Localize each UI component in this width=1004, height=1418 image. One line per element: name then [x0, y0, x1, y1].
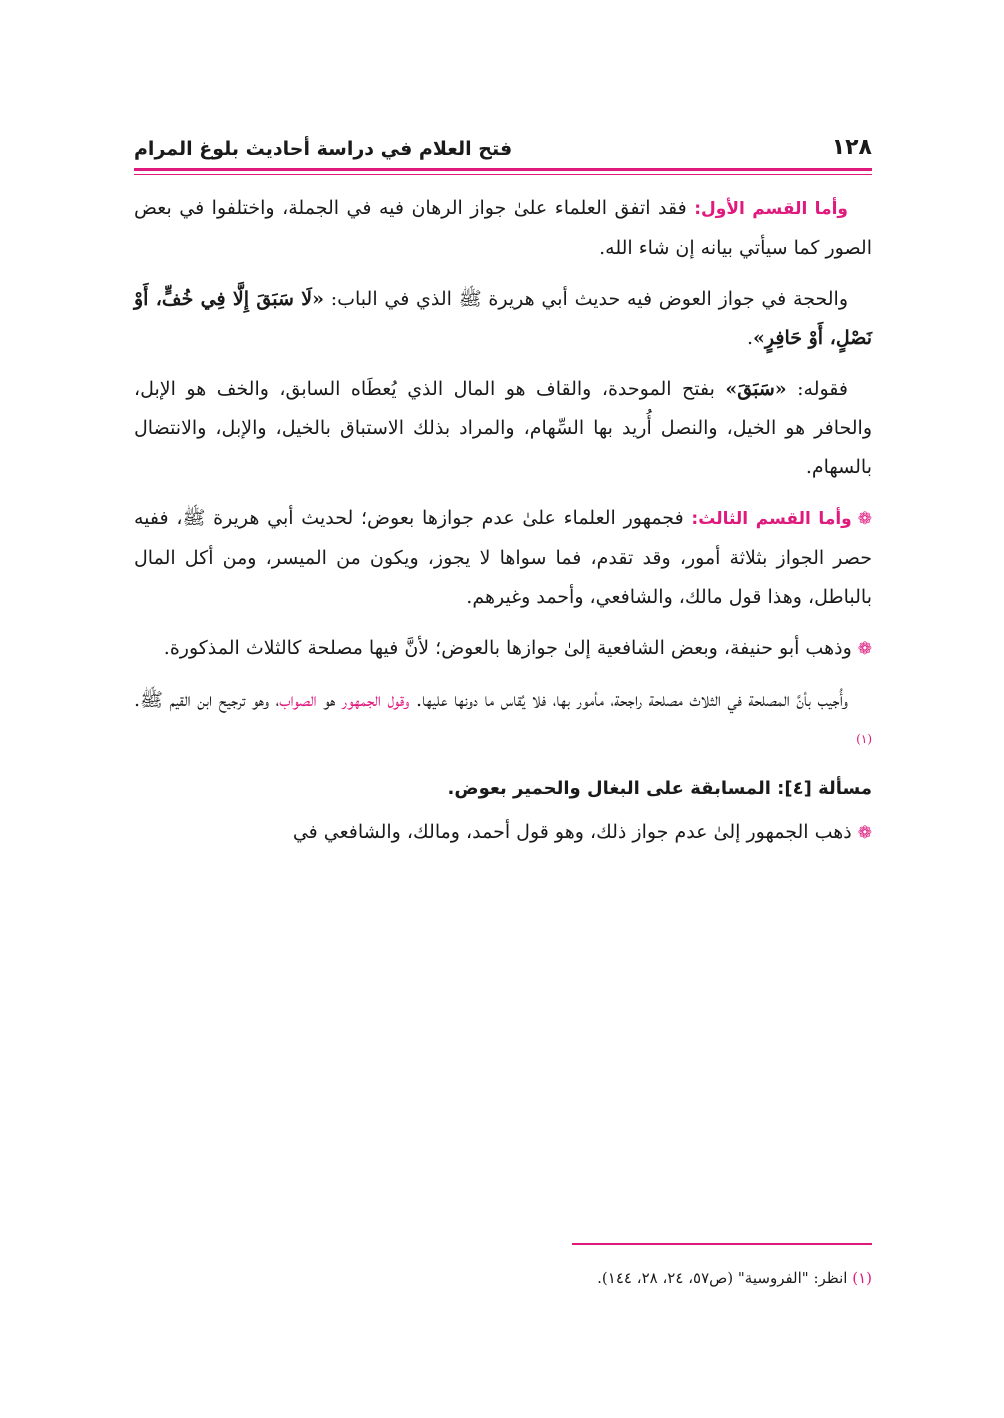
paragraph-text: ذهب الجمهور إلىٰ عدم جواز ذلك، وهو قول أحمد، ومالك، والشافعي في: [292, 821, 852, 844]
paragraph-section-one: [134, 189, 872, 268]
paragraph-start: فقوله:: [786, 378, 848, 400]
paragraph-text: بفتح الموحدة، والقاف هو المال الذي يُعطَاه السابق، والخف هو الإبل، والحافر هو الخيل، والنصل أُريد بها السِّهام، والمراد بذلك الاستباق بالخيل، والإبل، والانتضال بالسهام.: [134, 378, 872, 478]
section-label: وأما القسم الأول:: [694, 199, 848, 219]
header-rule-thin: [134, 174, 872, 175]
footnote-ref[interactable]: (١): [856, 732, 872, 746]
page-header: [134, 120, 872, 160]
page-number: ١٢٨: [831, 135, 872, 160]
hadith-quote: «لَا سَبَقَ إِلَّا فِي خُفٍّ، أَوْ نَصْلٍ، أَوْ حَافِرٍ»: [134, 288, 872, 349]
paragraph-response: [134, 681, 872, 764]
header-rule-thick: [134, 168, 872, 171]
book-title: فتح العلام في دراسة أحاديث بلوغ المرام: [134, 138, 513, 160]
footnote-rule: [572, 1243, 872, 1245]
footnote: [134, 1266, 872, 1290]
paragraph-evidence: [134, 280, 872, 358]
flower-bullet-icon: ❁: [857, 509, 872, 529]
highlight-correct: الصواب: [279, 689, 317, 711]
paragraph-text: فقد اتفق العلماء علىٰ جواز الرهان فيه في الجملة، واختلفوا في بعض الصور كما سيأتي بيانه إن شاء الله.: [134, 197, 872, 259]
highlight-majority: وقول الجمهور: [341, 689, 410, 711]
paragraph-section-three: [134, 499, 872, 617]
paragraph-explanation: [134, 370, 872, 487]
paragraph-majority-view: [134, 813, 872, 853]
paragraph-text: فجمهور العلماء علىٰ عدم جوازها بعوض؛ لحديث أبي هريرة ﷺ، ففيه حصر الجواز بثلاثة أمور، وقد تقدم، فما سواها لا يجوز، ويكون من الميسر، ومن أكل المال بالباطل، وهذا قول مالك، والشافعي، وأحمد وغيرهم.: [134, 507, 872, 608]
quoted-word: «سَبَقَ»: [725, 378, 787, 400]
paragraph-end: ، وهو ترجيح ابن القيم ﷺ.: [134, 689, 280, 711]
paragraph-text: وذهب أبو حنيفة، وبعض الشافعية إلىٰ جوازها بالعوض؛ لأنَّ فيها مصلحة كالثلاث المذكورة.: [163, 637, 852, 659]
flower-bullet-icon: ❁: [857, 639, 872, 659]
paragraph-text: وأُجيب بأنَّ المصلحة في الثلاث مصلحة راجحة، مأمور بها، فلا يُقاس ما دونها عليها.: [409, 689, 849, 711]
paragraph-text: والحجة في جواز العوض فيه حديث أبي هريرة ﷺ الذي في الباب:: [323, 288, 848, 310]
flower-bullet-icon: ❁: [857, 823, 872, 844]
body-text: [134, 189, 872, 853]
paragraph-end: .: [747, 327, 754, 349]
page: [134, 120, 872, 865]
footnote-number: (١): [852, 1269, 872, 1287]
issue-heading: مسألة [٤]: المسابقة على البغال والحمير بعوض.: [447, 778, 872, 800]
paragraph-hanafi-view: [134, 629, 872, 669]
paragraph-mid: هو: [316, 689, 342, 711]
section-label: وأما القسم الثالث:: [691, 509, 852, 529]
footnote-text: انظر: "الفروسية" (ص٥٧، ٢٤، ٢٨، ١٤٤).: [597, 1269, 853, 1287]
